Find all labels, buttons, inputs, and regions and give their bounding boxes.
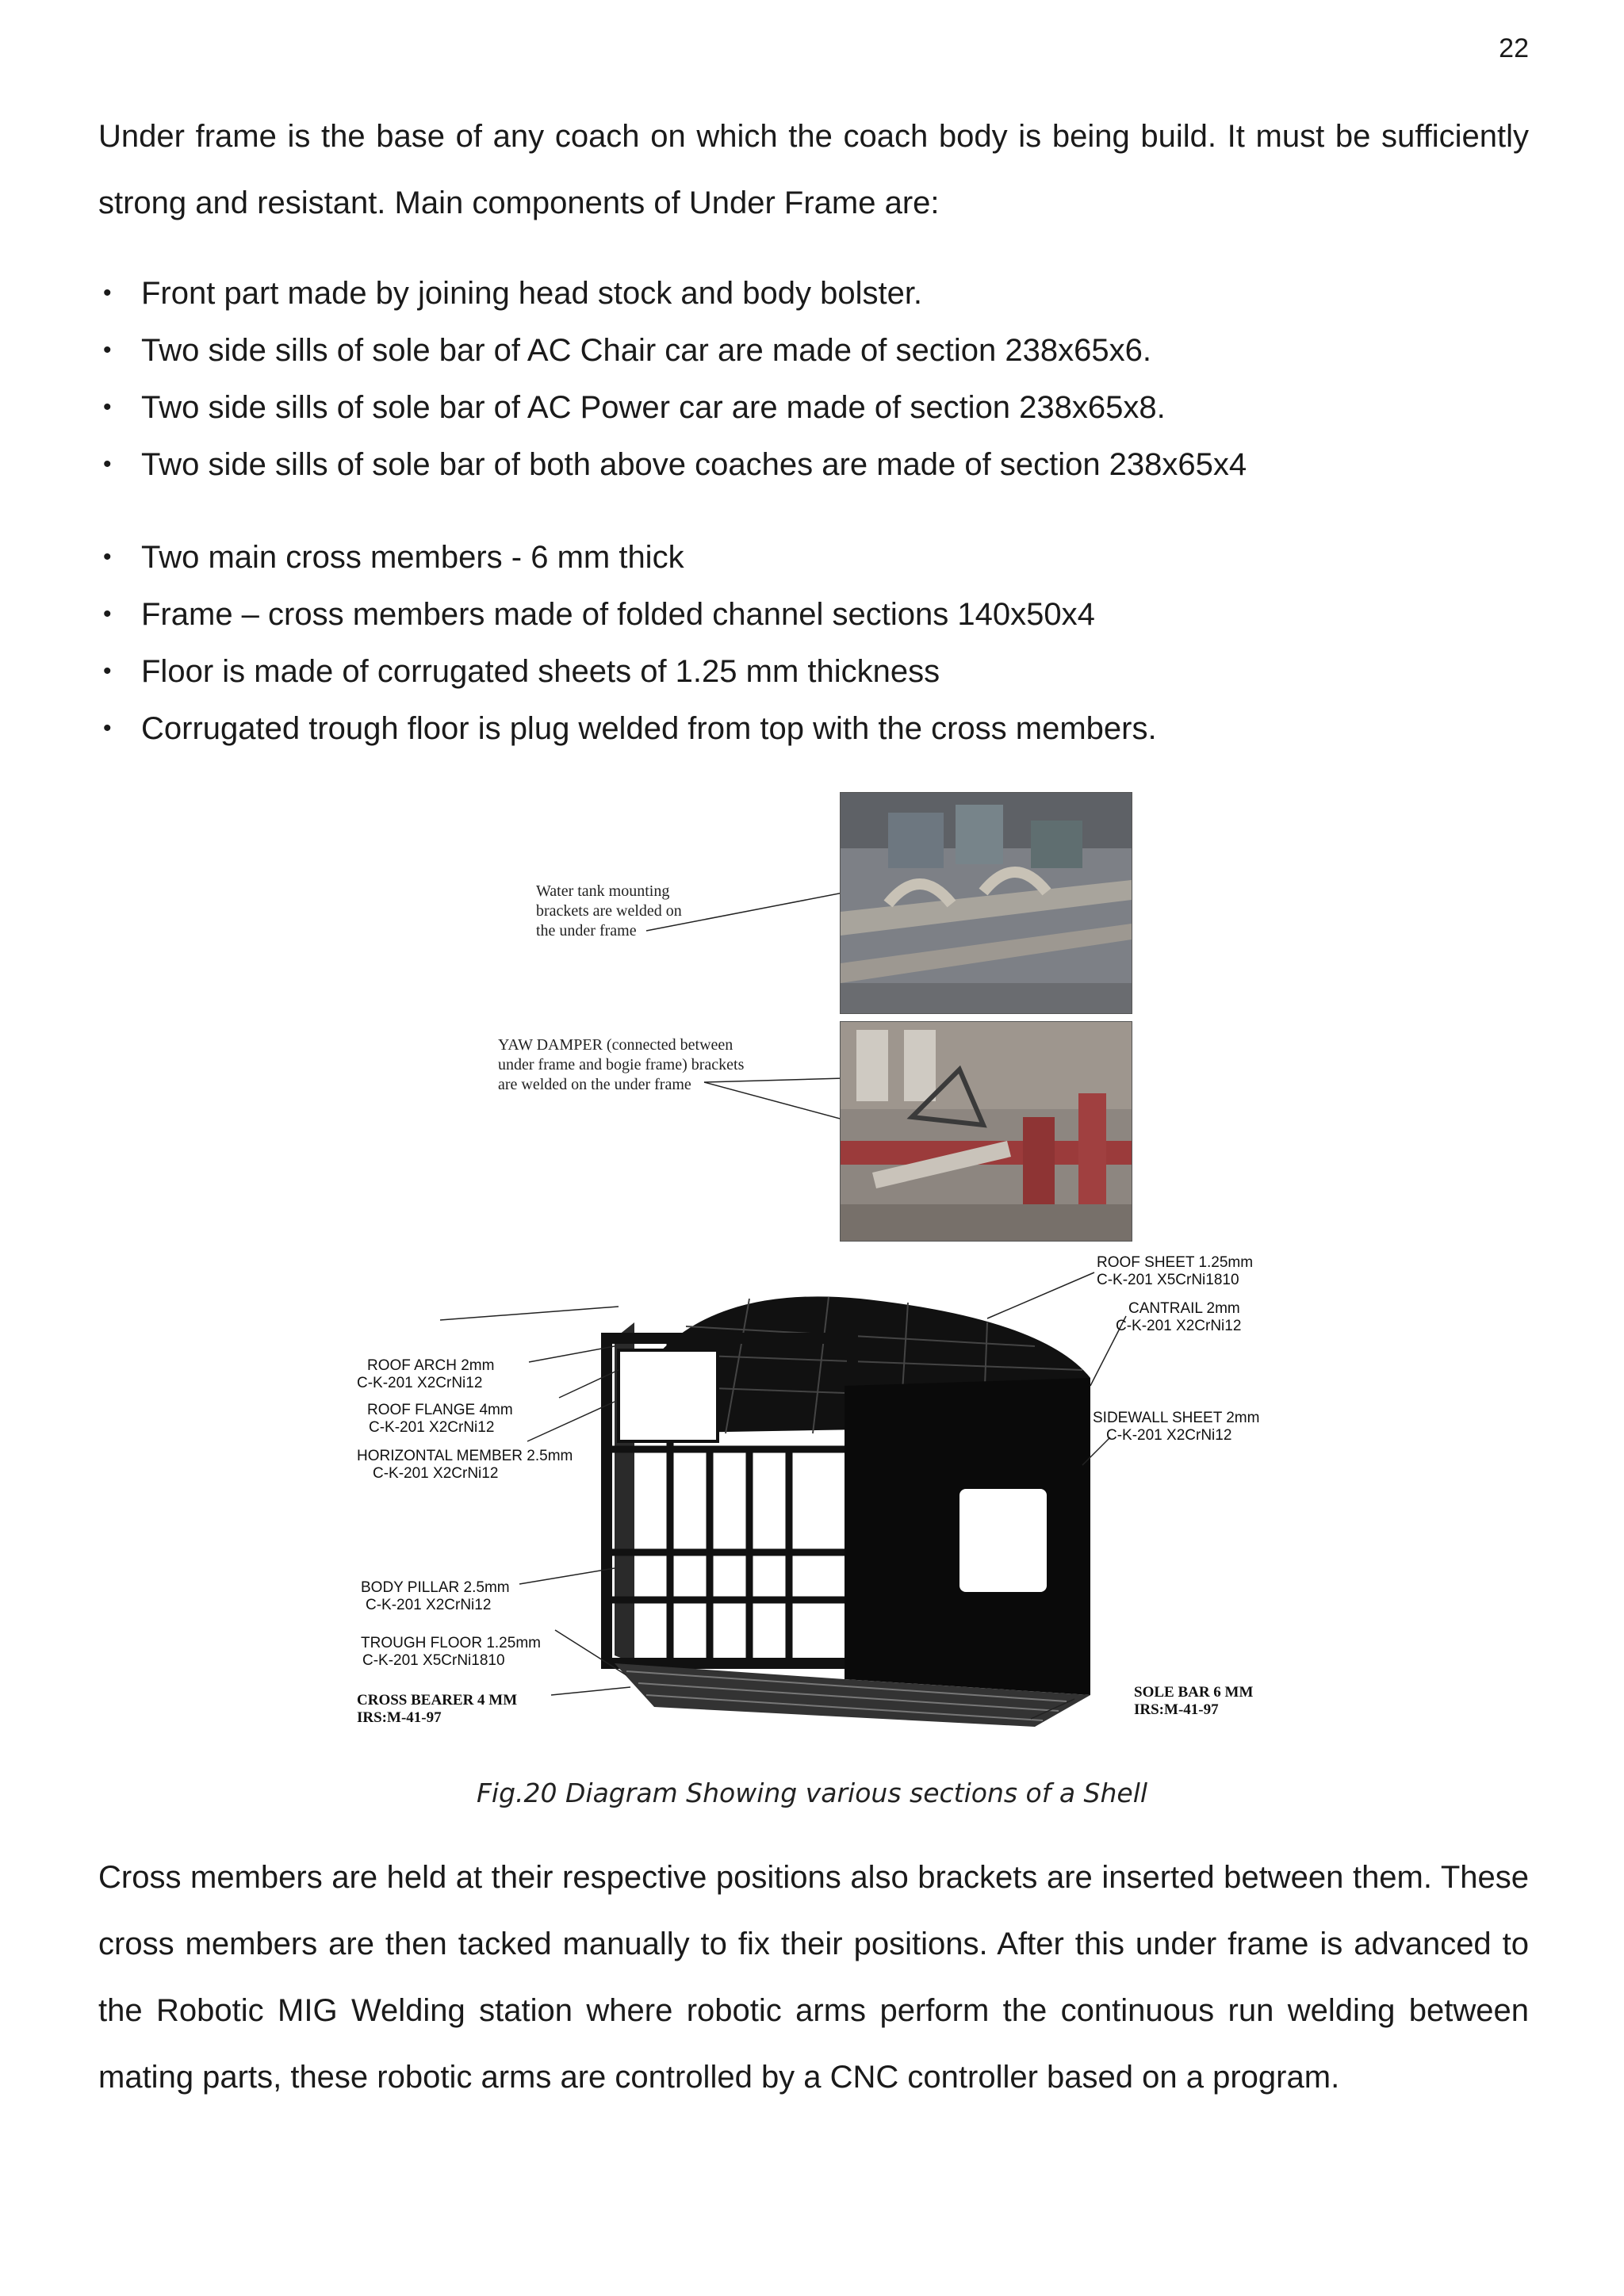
yaw-damper-brackets-photo: [840, 1021, 1132, 1242]
list-item-text: Floor is made of corrugated sheets of 1.25 mm thickness: [141, 654, 940, 689]
intro-paragraph: Under frame is the base of any coach on which the coach body is being build. It must be sufficiently strong and resistant. Main components of Under Frame are:: [98, 119, 1529, 220]
bullet-icon: •: [103, 658, 112, 684]
body-pillar-spec: C-K-201 X2CrNi12: [366, 1597, 492, 1613]
bullet-icon: •: [103, 601, 112, 627]
list-item-text: Two side sills of sole bar of AC Chair car are made of section 238x65x6.: [141, 333, 1151, 368]
horizontal-member-spec: C-K-201 X2CrNi12: [373, 1465, 499, 1482]
list-item-text: Front part made by joining head stock and body bolster.: [141, 276, 923, 311]
horizontal-member-label: HORIZONTAL MEMBER 2.5mm: [357, 1448, 573, 1464]
figure-caption: Fig.20 Diagram Showing various sections of a Shell: [476, 1777, 1148, 1808]
list-item-text: Corrugated trough floor is plug welded from top with the cross members.: [141, 711, 1157, 746]
trough-floor-label: TROUGH FLOOR 1.25mm: [361, 1635, 541, 1651]
sole-bar-spec: IRS:M-41-97: [1134, 1701, 1219, 1718]
body-pillar-label: BODY PILLAR 2.5mm: [361, 1579, 510, 1596]
roof-flange-spec: C-K-201 X2CrNi12: [369, 1419, 495, 1436]
bullet-icon: •: [103, 337, 112, 363]
cantrail-label: CANTRAIL 2mm: [1128, 1300, 1240, 1317]
sole-bar-label: SOLE BAR 6 MM: [1134, 1684, 1254, 1701]
list-item-text: Two main cross members - 6 mm thick: [141, 540, 684, 575]
bullet-icon: •: [103, 544, 112, 570]
cantrail-spec: C-K-201 X2CrNi12: [1116, 1318, 1242, 1334]
roof-sheet-label: ROOF SHEET 1.25mm: [1097, 1254, 1254, 1271]
trough-floor-spec: C-K-201 X5CrNi1810: [362, 1652, 505, 1669]
list-item-text: Frame – cross members made of folded channel sections 140x50x4: [141, 597, 1095, 632]
roof-arch-label: ROOF ARCH 2mm: [367, 1357, 495, 1374]
coach-shell-drawing: [607, 1296, 1090, 1727]
coach-shell-diagram: [353, 1251, 1289, 1743]
yaw-damper-caption: YAW DAMPER (connected between under frame and bogie frame) brackets are welded on the under frame: [498, 1036, 745, 1093]
outro-paragraph: Cross members are held at their respective positions also brackets are inserted between them. These cross members are then tacked manually to fix their positions. After this under frame is advanced to the Robotic MIG Welding station where robotic arms perform the continuous run welding between mating parts, these robotic arms are controlled by a CNC controller based on a program.: [98, 1860, 1529, 2095]
cross-bearer-label: CROSS BEARER 4 MM: [357, 1692, 518, 1709]
page-number: 22: [1499, 33, 1529, 63]
sidewall-sheet-label: SIDEWALL SHEET 2mm: [1093, 1410, 1260, 1426]
bullet-icon: •: [103, 394, 112, 420]
water-tank-brackets-photo: [840, 792, 1132, 1014]
list-item-text: Two side sills of sole bar of AC Power car are made of section 238x65x8.: [141, 390, 1166, 425]
roof-arch-spec: C-K-201 X2CrNi12: [357, 1375, 483, 1391]
cross-bearer-spec: IRS:M-41-97: [357, 1709, 442, 1726]
bullet-icon: •: [103, 451, 112, 477]
sidewall-sheet-spec: C-K-201 X2CrNi12: [1106, 1427, 1232, 1444]
water-tank-caption: Water tank mounting brackets are welded on the under frame: [536, 882, 682, 939]
roof-flange-label: ROOF FLANGE 4mm: [367, 1402, 513, 1418]
list-item-text: Two side sills of sole bar of both above coaches are made of section 238x65x4: [141, 447, 1247, 482]
bullet-icon: •: [103, 715, 112, 741]
roof-sheet-spec: C-K-201 X5CrNi1810: [1097, 1272, 1239, 1288]
bullet-icon: •: [103, 280, 112, 306]
